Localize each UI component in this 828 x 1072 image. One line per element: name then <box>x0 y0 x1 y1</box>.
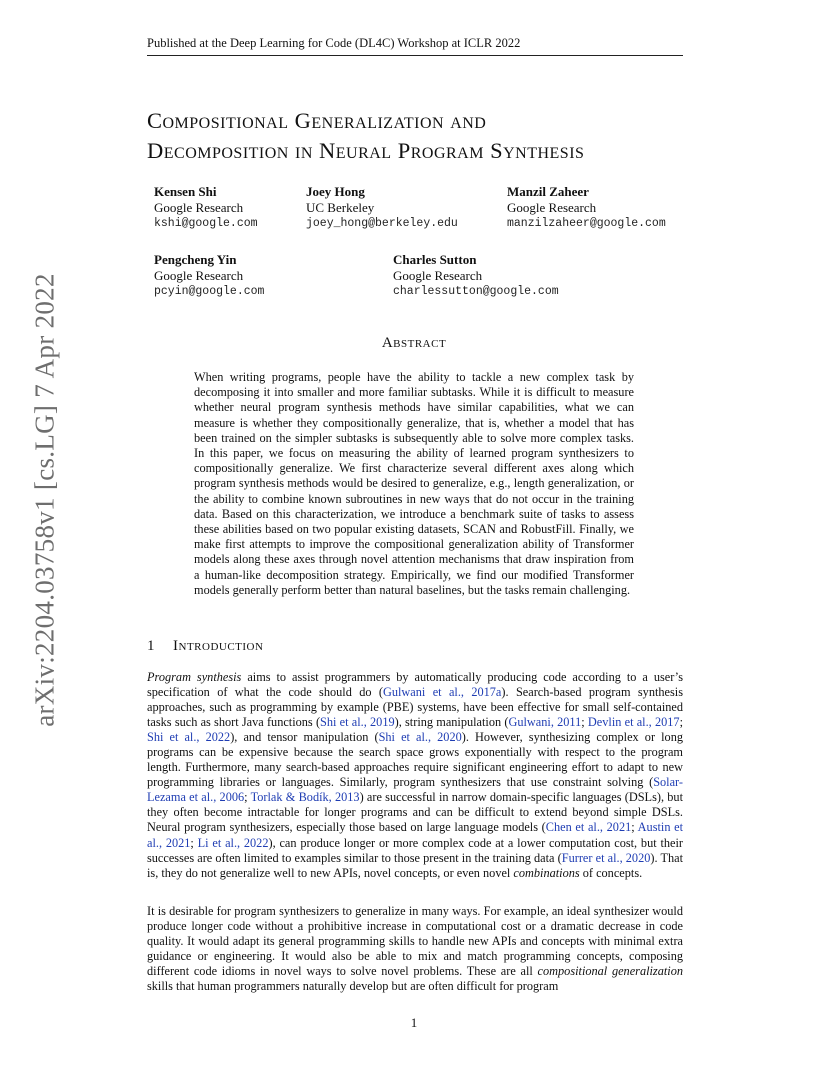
body-text: of concepts. <box>579 865 643 880</box>
body-text: ). However, synthesizing complex or long programs can be expensive because the search space grows exponentially with respect to the program length. Furthermore, many search-based approaches require significant engineering effort to adapt to new programming libraries or languages. Similarly, program synthesizers that use constraint solving ( <box>147 730 684 790</box>
body-text: ), and tensor manipulation ( <box>230 730 379 745</box>
author-affiliation: UC Berkeley <box>306 200 375 215</box>
body-text: ; <box>679 715 683 730</box>
citation-link[interactable]: Gulwani, 2011 <box>508 715 582 730</box>
body-text: ; <box>190 835 198 850</box>
citation-link[interactable]: Li et al., 2022 <box>197 835 269 850</box>
page-number: 1 <box>410 1015 418 1030</box>
arxiv-sidebar-id: arXiv:2204.03758v1 [cs.LG] 7 Apr 2022 <box>29 273 60 727</box>
citation-link[interactable]: Gulwani et al., 2017a <box>382 685 502 700</box>
author-email[interactable]: manzilzaheer@google.com <box>507 217 666 230</box>
body-text: ). That is, they do not generalize well to new APIs, novel concepts, or even novel <box>147 850 684 880</box>
body-text: ; <box>244 790 251 805</box>
body-text: ; <box>631 820 638 835</box>
author-affiliation: Google Research <box>154 268 244 283</box>
author-affiliation: Google Research <box>154 200 244 215</box>
body-text: ), can produce longer or more complex code at a lower computation cost, but their successes are often limited to examples similar to those present in the training data ( <box>147 835 683 865</box>
citation-link[interactable]: Devlin et al., 2017 <box>587 715 680 730</box>
emphasis-text: compositional generalization <box>537 964 683 979</box>
citation-link[interactable]: Furrer et al., 2020 <box>561 850 651 865</box>
author-email[interactable]: kshi@google.com <box>154 217 258 230</box>
section-number: 1 <box>147 638 155 654</box>
author-block <box>507 184 666 232</box>
body-text: ). Search-based program synthesis approaches, such as programming by example (PBE) systems, have been effective for small self-contained tasks such as short Java functions ( <box>147 685 683 730</box>
author-block <box>393 252 559 300</box>
abstract-text: When writing programs, people have the ability to tackle a new complex task by decomposing it into smaller and more familiar subtasks. While it is difficult to measure whether neural program synthesis methods have similar capabilities, what we can measure is whether they compositionally generalize, that is, whether a model that has been trained on the simpler subtasks is subsequently able to solve more complex tasks. In this paper, we focus on measuring the ability of learned program synthesizers to compositionally generalize. We first characterize several different axes along which program synthesis methods would be desired to generalize, e.g., length generalization, or the ability to combine known subroutines in new ways that do not occur in the training data. Based on this characterization, we introduce a benchmark suite of tasks to assess these abilities based on two popular existing datasets, SCAN and RobustFill. Finally, we make first attempts to improve the compositional generalization ability of Transformer models along these axes through novel attention mechanisms that draw inspiration from a human-like decomposition strategy. Empirically, we find our modified Transformer models generally perform better than natural baselines, but the tasks remain challenging. <box>194 370 634 597</box>
citation-link[interactable]: Chen et al., 2021 <box>545 820 632 835</box>
body-text: It is desirable for program synthesizers to generalize in many ways. For example, an ideal synthesizer would produce longer code without a prohibitive increase in computational cost or a dramatic decrease in code quality. It would adapt its general programming skills to handle new APIs and concepts with minimal extra guidance or engineering. It would also be able to mix and match programming concepts, composing different code idioms in novel ways to solve novel problems. These are all <box>147 904 683 979</box>
author-name: Manzil Zaheer <box>507 184 589 199</box>
body-text: aims to assist programmers by automatically producing code according to a user’s specification of what the code should do ( <box>147 670 683 700</box>
author-name: Charles Sutton <box>393 252 477 267</box>
author-email[interactable]: charlessutton@google.com <box>393 285 559 298</box>
section-title: Introduction <box>173 638 264 654</box>
author-name: Joey Hong <box>306 184 365 199</box>
citation-link[interactable]: Solar-Lezama et al., 2006 <box>147 775 683 805</box>
intro-paragraph-2 <box>147 904 683 994</box>
section-heading <box>147 638 263 655</box>
author-affiliation: Google Research <box>393 268 483 283</box>
body-text: ), string manipulation ( <box>394 715 509 730</box>
author-email[interactable]: pcyin@google.com <box>154 285 265 298</box>
author-name: Kensen Shi <box>154 184 217 199</box>
emphasis-text: combinations <box>513 865 580 880</box>
conference-header: Published at the Deep Learning for Code (DL4C) Workshop at ICLR 2022 <box>147 36 683 56</box>
author-block <box>306 184 458 232</box>
author-affiliation: Google Research <box>507 200 597 215</box>
author-block <box>154 252 264 300</box>
citation-link[interactable]: Torlak & Bodík, 2013 <box>250 790 360 805</box>
paper-title <box>147 106 707 166</box>
author-email[interactable]: joey_hong@berkeley.edu <box>306 217 458 230</box>
citation-link[interactable]: Shi et al., 2020 <box>378 730 462 745</box>
title-line-2: Decomposition in Neural Program Synthesis <box>147 138 585 163</box>
title-line-1: Compositional Generalization and <box>147 108 487 133</box>
intro-paragraph-1 <box>147 670 683 881</box>
abstract-heading: Abstract <box>381 335 447 351</box>
citation-link[interactable]: Shi et al., 2019 <box>320 715 395 730</box>
citation-link[interactable]: Austin et al., 2021 <box>147 820 684 850</box>
citation-link[interactable]: Shi et al., 2022 <box>147 730 231 745</box>
body-text: ; <box>581 715 588 730</box>
author-name: Pengcheng Yin <box>154 252 237 267</box>
body-text: skills that human programmers naturally develop but are often difficult for program <box>147 979 559 994</box>
body-text: ) are successful in narrow domain-specific languages (DSLs), but they often become intractable for longer programs and can be difficult to extend beyond simple DSLs. Neural program synthesizers, especially those based on large language models ( <box>147 790 683 835</box>
emphasis-text: Program synthesis <box>147 670 242 684</box>
author-block <box>154 184 258 232</box>
